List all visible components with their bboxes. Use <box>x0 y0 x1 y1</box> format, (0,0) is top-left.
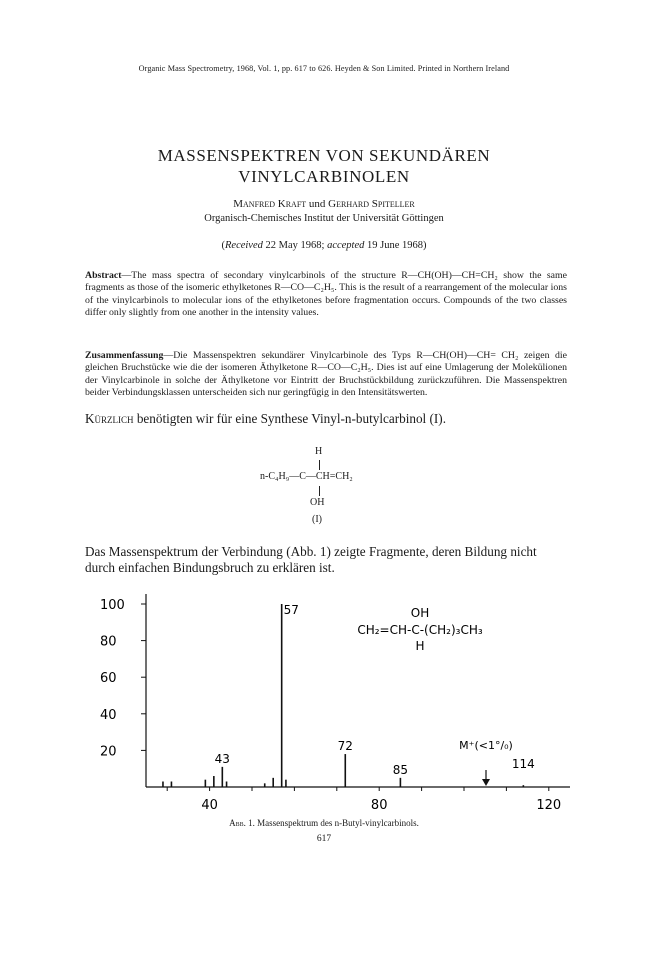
paper-title <box>40 145 608 187</box>
molecular-ion-arrow <box>482 770 490 786</box>
received-label: Received <box>225 240 263 251</box>
journal-header: Organic Mass Spectrometry, 1968, Vol. 1, pp. 617 to 626. Heyden & Son Limited. Printed in Northern Ireland <box>138 64 510 73</box>
zusammenfassung-label: Zusammenfassung <box>85 350 164 361</box>
y-tick-label: 20 <box>100 744 117 760</box>
abstract-label: Abstract <box>85 270 122 281</box>
accepted-label: accepted <box>327 240 365 251</box>
x-tick-label: 120 <box>536 798 562 812</box>
structure-oh: OH <box>410 606 430 620</box>
abstract-text: —The mass spectra of secondary vinylcarbinols of the structure R—CH(OH)—CH=CH₂ show the same fragments as those of the isomeric ethylketones R—CO—C₂H₅. This is the result of a rearrangement of the molecular ions of the vinylcarbinols to molecular ions of the ethylketones before fragmentation occurs. Compounds of the two classes differ only slightly from one another in the intensity values. <box>85 270 567 319</box>
y-tick-label: 60 <box>100 671 117 687</box>
x-ticks <box>167 787 561 812</box>
institution: Organisch-Chemisches Institut der Universität Göttingen <box>204 213 444 224</box>
formula-bond-bottom <box>319 486 320 496</box>
received-sep: ; <box>321 240 325 251</box>
structure-main: CH₂=CH-C-(CH₂)₃CH₃ <box>357 623 483 637</box>
author-2: Gerhard Spiteller <box>328 198 415 210</box>
body-text-1: benötigten wir für eine Synthese Vinyl-n-butylcarbinol (I). <box>133 411 446 426</box>
body-lead-word: Kürzlich <box>85 411 134 426</box>
peak-label: 114 <box>511 757 535 771</box>
body-paragraph-1 <box>85 411 567 427</box>
peak-label: 43 <box>214 751 230 766</box>
figure-caption <box>40 818 608 828</box>
page-number: 617 <box>316 834 332 844</box>
y-ticks <box>100 598 146 759</box>
mass-spectrum-chart <box>90 582 590 812</box>
title-line-2: VINYLCARBINOLEN <box>238 167 410 186</box>
zusammenfassung <box>85 350 567 400</box>
formula-oh: OH <box>310 497 325 508</box>
formula-bond-top <box>319 460 320 470</box>
accepted-date: 19 June 1968 <box>367 240 423 251</box>
y-tick-label: 40 <box>100 707 117 723</box>
x-tick-label: 80 <box>370 798 388 812</box>
abstract <box>85 270 567 320</box>
peak-label: 57 <box>283 603 299 617</box>
received-open: ( <box>221 240 225 251</box>
y-tick-label: 80 <box>100 634 117 650</box>
molecular-ion-label: M⁺(<1°/₀) <box>459 739 513 752</box>
authors <box>40 198 608 210</box>
peak-label: 72 <box>337 739 353 754</box>
formula-h: H <box>315 446 323 457</box>
received-line <box>40 240 608 251</box>
y-tick-label: 100 <box>100 598 125 613</box>
author-conjunction: und <box>308 198 326 210</box>
structure-h: H <box>415 639 425 653</box>
structure-inset <box>357 606 482 653</box>
received-close: ) <box>423 240 427 251</box>
peak-label: 85 <box>392 762 409 777</box>
received-date: 22 May 1968 <box>265 240 322 251</box>
title-line-1: MASSENSPEKTREN VON SEKUNDÄREN <box>157 146 491 165</box>
zusammenfassung-text: —Die Massenspektren sekundärer Vinylcarbinole des Typs R—CH(OH)—CH= CH₂ zeigen die gleichen Bruchstücke wie die der isomeren Äthylketone R—CO—C₂H₅. Dies ist auf eine Umlagerung der Molekülionen der Vinylcarbinole in solche der Äthylketone vor Eintritt der Bruchstückbildung zurückzuführen. Die Massenspektren beider Verbindungsklassen unterscheiden sich nur geringfügig in den Intensitätswerten. <box>85 350 567 399</box>
formula-main: n-C₄H₉—C—CH=CH₂ <box>260 471 353 482</box>
structural-formula <box>260 446 420 532</box>
formula-label: (I) <box>312 514 322 525</box>
author-1: Manfred Kraft <box>233 198 307 210</box>
x-tick-label: 40 <box>201 798 218 812</box>
body-paragraph-2: Das Massenspektrum der Verbindung (Abb. 1) zeigte Fragmente, deren Bildung nicht durch einfachen Bindungsbruch zu erklären ist. <box>85 544 537 575</box>
caption-text: Massenspektrum des n-Butyl-vinylcarbinols. <box>257 818 419 828</box>
caption-label: Abb. 1. <box>229 818 255 828</box>
